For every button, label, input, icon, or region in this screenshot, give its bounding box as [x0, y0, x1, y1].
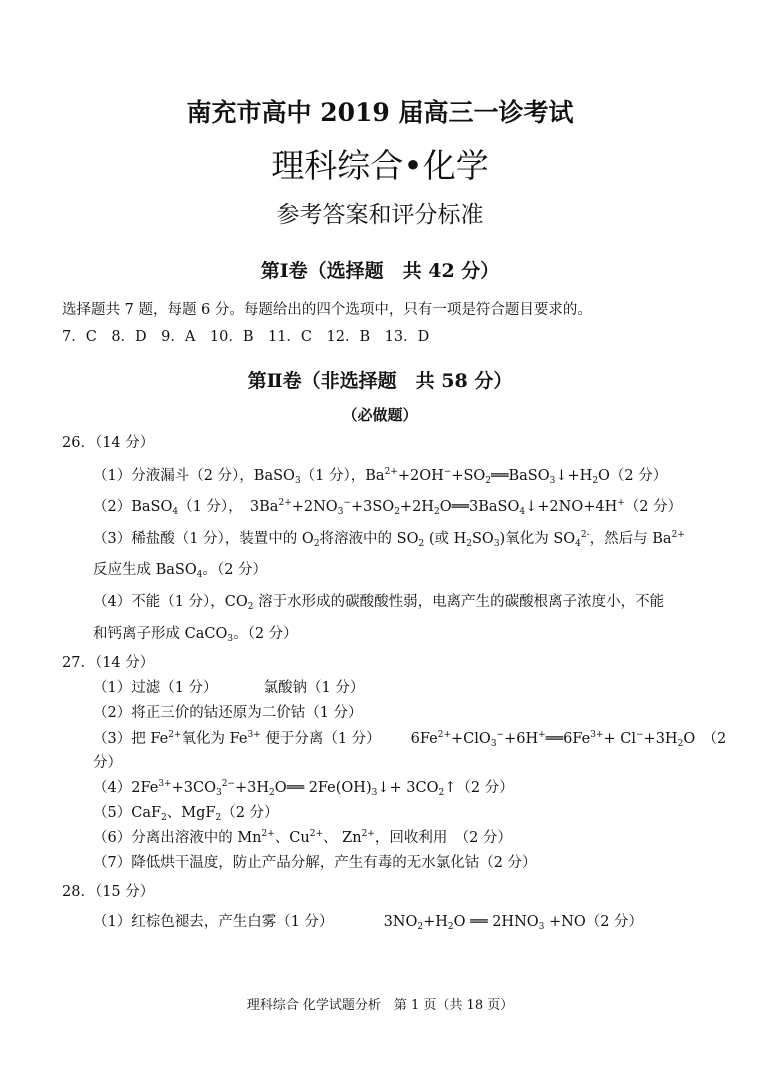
q26-heading: 26．（14 分）: [62, 435, 155, 451]
q27-line6: （6）分离出溶液中的 $Mn^{2+}$、$Cu^{2+}$、 $Zn^{2+}$，回收利用 （2 分）: [93, 829, 512, 846]
q27-line4: $(4)2Fe^{3+}+3CO_3^{2-}+3H_2O══$ $2Fe(OH)_3↓+$ $3CO_2↑(2$ 分）: [93, 779, 514, 798]
q27-line2: （2）将正三价的钴还原为二价钴（1 分）: [93, 705, 363, 721]
part1-title: 第Ⅰ卷（选择题 共 42 分）: [260, 260, 500, 282]
q27-heading: 27．（14 分）: [62, 655, 155, 671]
q27-line7: （7）降低烘干温度，防止产品分解，产生有毒的无水氯化钴（2 分）: [93, 855, 537, 871]
document-subtitle: 参考答案和评分标准: [276, 202, 484, 228]
q28-heading: 28．（15 分）: [62, 884, 155, 900]
q26-line1: （1）分液漏斗（2 分），BaSO$_3$（1 分），$Ba^{2+}+2OH^-+SO_2══BaSO_3↓+H_2O(2$ 分）: [93, 467, 668, 486]
part2-title: 第Ⅱ卷（非选择题 共 58 分）: [247, 370, 513, 392]
q26-line4-cont: 和钙离子形成 CaCO$_3$。（2 分）: [93, 626, 298, 644]
subject-title: 理科综合•化学: [271, 146, 489, 185]
q27-line5: （5）CaF$_2$、MgF$_2$（2 分）: [93, 805, 279, 823]
page-footer: 理科综合 化学试题分析 第 1 页（共 18 页）: [246, 998, 514, 1013]
q26-line4: （4）不能（1 分），$CO_2$ 溶于水形成的碳酸酸性弱，电离产生的碳酸根离子浓度小，不能: [93, 594, 665, 612]
part2-subtitle: （必做题）: [342, 406, 418, 424]
q27-line1: （1）过滤（1 分） 氯酸钠（1 分）: [93, 680, 365, 696]
q26-line3-cont: 反应生成 BaSO$_4$。（2 分）: [93, 562, 268, 580]
q26-line3: （3）稀盐酸（1 分），装置中的 $O_2$将溶液中的 $SO_2$ (或 $H_2SO_3$)氧化为 $SO_4^{2-}$，然后与 $Ba^{2+}$: [93, 530, 685, 549]
q27-line3: （3）把 $Fe^{2+}$氧化为 $Fe^{3+}$ 便于分离（1 分） $6Fe^{2+}+ClO_3^-+6H^+══6Fe^{3+}+ Cl^-+3H_2O$ （2: [93, 730, 727, 749]
part1-intro: 选择题共 7 题，每题 6 分。每题给出的四个选项中，只有一项是符合题目要求的。: [62, 302, 592, 318]
part1-answers: 7．C 8．D 9．A 10．B 11．C 12．B 13．D: [62, 329, 430, 345]
exam-title: 南充市高中 2019 届高三一诊考试: [186, 98, 574, 127]
q28-line1: （1）红棕色褪去，产生白雾（1 分） $3NO_2+H_2O$ ══ $2HNO_3 +NO(2$ 分）: [93, 914, 644, 932]
q26-line2: （2）BaSO$_4$（1 分）， $3Ba^{2+}+2NO_3^-+3SO_2+2H_2O══3BaSO_4↓+2NO+4H^+(2$ 分）: [93, 498, 683, 517]
q27-line3-cont: 分）: [93, 755, 122, 771]
